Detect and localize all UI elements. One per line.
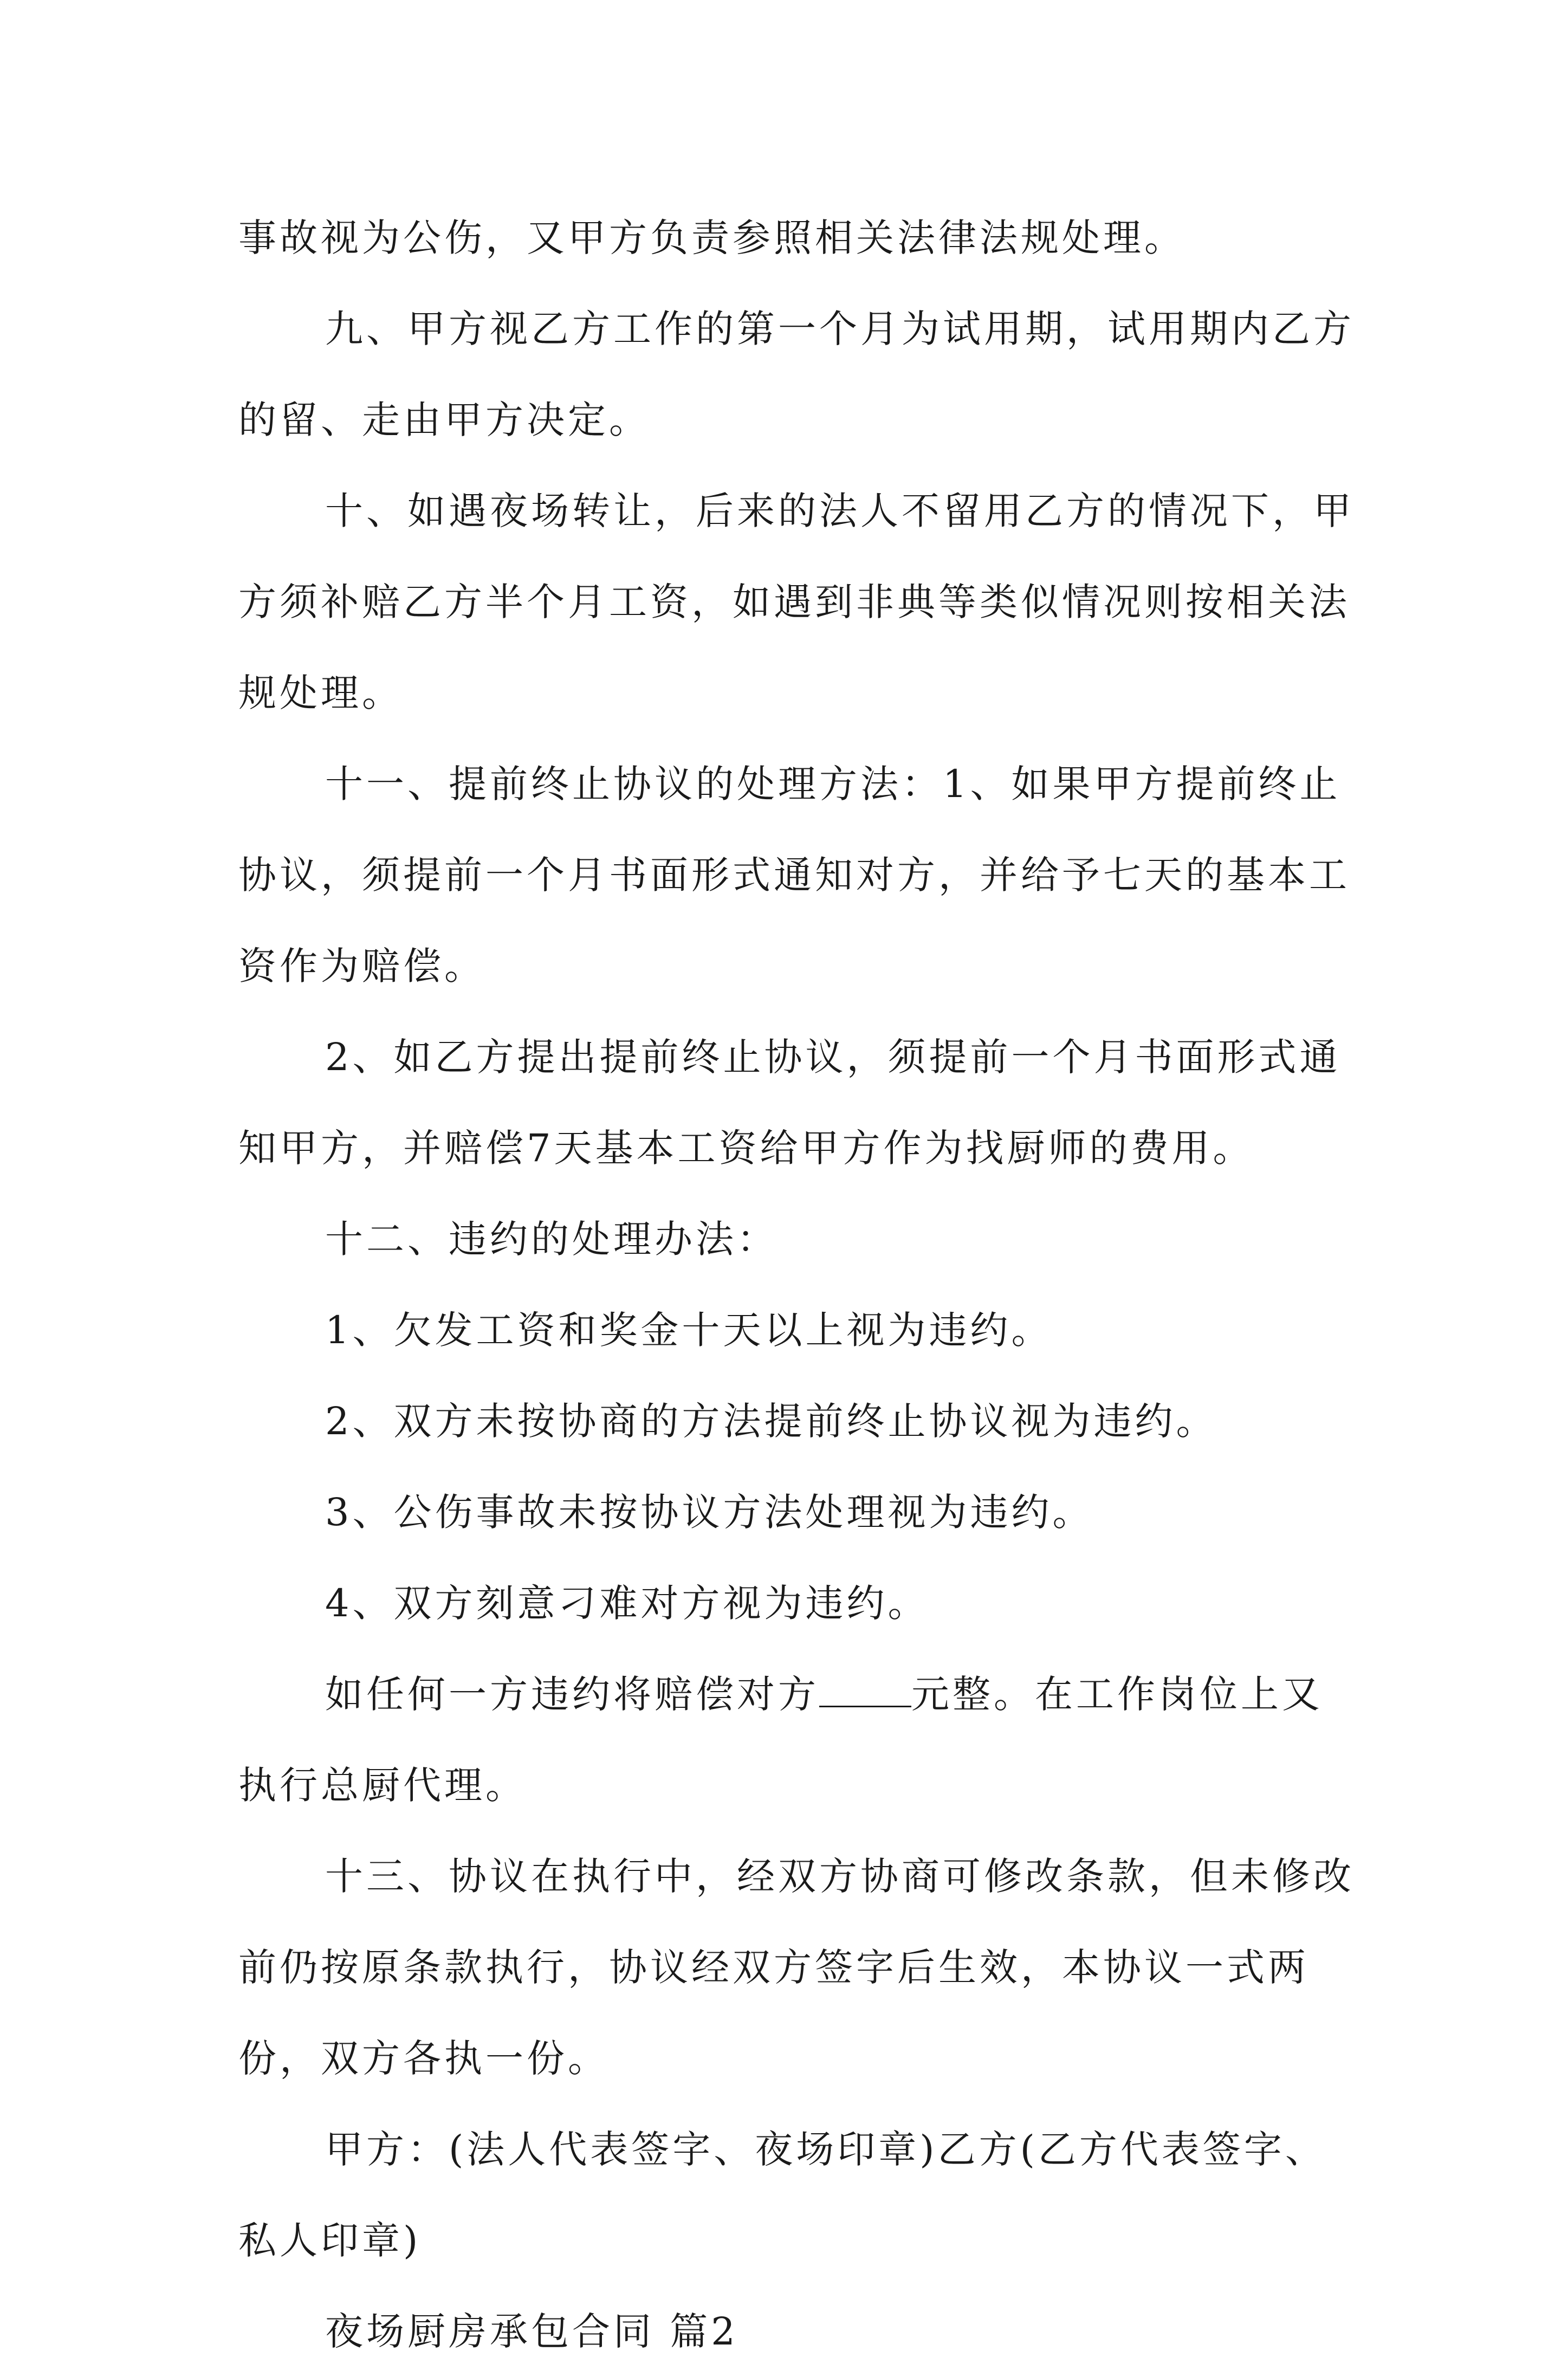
- amount-blank: [819, 1673, 911, 1707]
- clause-twelve: 十二、违约的处理办法：: [325, 1217, 778, 1261]
- clause-twelve-item-4: 4、双方刻意刁难对方视为违约。: [325, 1581, 929, 1625]
- next-contract-title: 夜场厨房承包合同 篇2: [325, 2309, 738, 2354]
- clause-ten: 十、如遇夜场转让，后来的法人不留用乙方的情况下，甲方须补赔乙方半个月工资，如遇到非典等类似情况则按相关法规处理。: [238, 489, 1355, 715]
- clause-eleven-item-2: 2、如乙方提出提前终止协议，须提前一个月书面形式通知甲方，并赔偿7天基本工资给甲方作为找厨师的费用。: [238, 1035, 1341, 1170]
- clause-nine: 九、甲方视乙方工作的第一个月为试用期，试用期内乙方的留、走由甲方决定。: [238, 307, 1355, 442]
- signature-line: 甲方：(法人代表签字、夜场印章)乙方(乙方代表签字、私人印章): [238, 2127, 1326, 2263]
- clause-eleven: 十一、提前终止协议的处理方法：1、如果甲方提前终止协议，须提前一个月书面形式通知对方，并给予七天的基本工资作为赔偿。: [238, 762, 1350, 988]
- penalty-text-before: 如任何一方违约将赔偿对方: [325, 1672, 819, 1717]
- penalty-text-after: 元整。在工作岗位上又执行总厨代理。: [238, 1672, 1323, 1808]
- paragraph-accident: 事故视为公伤，又甲方负责参照相关法律法规处理。: [238, 216, 1185, 260]
- clause-twelve-item-3: 3、公伤事故未按协议方法处理视为违约。: [325, 1490, 1094, 1534]
- clause-twelve-item-2: 2、双方未按协商的方法提前终止协议视为违约。: [325, 1399, 1217, 1443]
- clause-thirteen: 十三、协议在执行中，经双方协商可修改条款，但未修改前仍按原条款执行，协议经双方签字后生效，本协议一式两份，双方各执一份。: [238, 1854, 1355, 2081]
- contract-body: [238, 192, 1355, 2377]
- penalty-paragraph: [238, 1649, 1355, 1831]
- clause-twelve-item-1: 1、欠发工资和奖金十天以上视为违约。: [325, 1308, 1053, 1352]
